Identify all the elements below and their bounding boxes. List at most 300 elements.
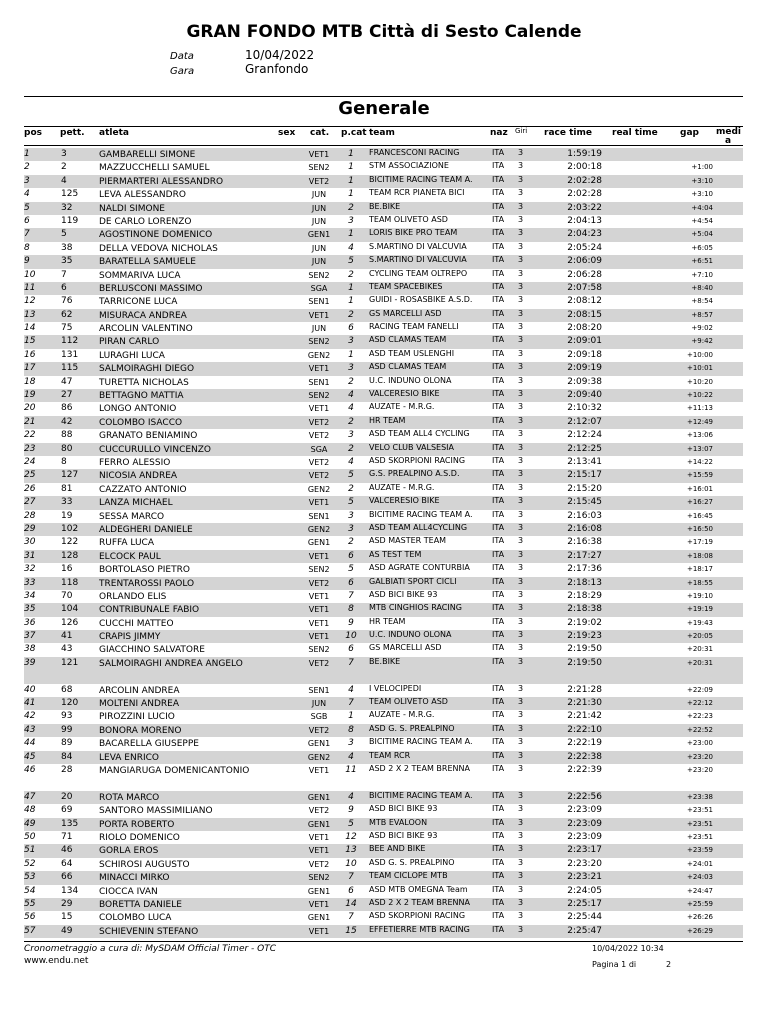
row-gap: +8:40 xyxy=(691,283,713,292)
row-race-time: 2:19:23 xyxy=(567,631,602,642)
row-race-time: 2:19:50 xyxy=(567,644,602,655)
row-laps: 3 xyxy=(518,589,524,599)
row-pos: 9 xyxy=(24,256,30,267)
col-pos: pos xyxy=(24,128,42,138)
row-team: VALCERESIO BIKE xyxy=(369,496,440,506)
row-category: SEN1 xyxy=(308,685,330,695)
row-laps: 3 xyxy=(518,844,524,854)
row-pos: 38 xyxy=(24,644,36,655)
row-athlete: LONGO ANTONIO xyxy=(99,404,177,415)
row-pos: 46 xyxy=(24,764,36,775)
row-athlete: GORLA EROS xyxy=(99,846,159,857)
race-label: Gara xyxy=(170,66,195,77)
row-category: VET1 xyxy=(308,632,330,642)
row-laps: 3 xyxy=(518,750,524,760)
row-nation: ITA xyxy=(492,804,505,814)
col-pett: pett. xyxy=(60,128,85,138)
row-team: GUIDI - ROSASBIKE A.S.D. xyxy=(369,295,473,305)
row-athlete: COLOMBO ISACCO xyxy=(99,417,183,428)
row-category: VET2 xyxy=(308,578,330,588)
row-gap: +17:19 xyxy=(686,538,713,547)
row-race-time: 2:09:19 xyxy=(567,363,602,374)
row-category-position: 1 xyxy=(348,711,354,722)
row-team: GS MARCELLI ASD xyxy=(369,643,442,653)
row-category: GEN2 xyxy=(307,350,331,360)
row-category-position: 1 xyxy=(348,229,354,240)
row-bib: 120 xyxy=(61,698,79,709)
row-pos: 20 xyxy=(24,403,36,414)
row-athlete: SCHIROSI AUGUSTO xyxy=(99,859,190,870)
row-category-position: 7 xyxy=(348,872,354,883)
row-athlete: SCHIEVENIN STEFANO xyxy=(99,926,199,937)
website: www.endu.net xyxy=(24,956,89,966)
row-athlete: RIOLO DOMENICO xyxy=(99,832,180,843)
row-category-position: 1 xyxy=(348,349,354,360)
row-bib: 131 xyxy=(61,349,79,360)
row-bib: 135 xyxy=(61,818,79,829)
row-race-time: 2:17:36 xyxy=(567,564,602,575)
row-laps: 3 xyxy=(518,174,524,184)
row-pos: 54 xyxy=(24,885,36,896)
row-gap: +19:19 xyxy=(686,605,713,614)
row-team: AUZATE - M.R.G. xyxy=(369,402,435,412)
row-athlete: LEVA ALESSANDRO xyxy=(99,190,186,201)
row-pos: 30 xyxy=(24,537,36,548)
row-gap: +4:54 xyxy=(691,216,713,225)
row-nation: ITA xyxy=(492,830,505,840)
row-race-time: 2:09:38 xyxy=(567,376,602,387)
row-category: GEN1 xyxy=(307,739,331,749)
row-laps: 3 xyxy=(518,871,524,881)
row-category: GEN1 xyxy=(307,819,331,829)
row-nation: ITA xyxy=(492,148,505,157)
row-race-time: 2:08:20 xyxy=(567,323,602,334)
row-laps: 3 xyxy=(518,482,524,492)
row-race-time: 2:02:28 xyxy=(567,175,602,186)
row-team: ASD SKORPIONI RACING xyxy=(369,911,466,921)
row-team: ASD BICI BIKE 93 xyxy=(369,589,438,599)
row-pos: 17 xyxy=(24,363,36,374)
col-race-time: race time xyxy=(544,128,592,138)
row-bib: 71 xyxy=(61,831,73,842)
row-laps: 3 xyxy=(518,509,524,519)
row-gap: +23:51 xyxy=(686,832,713,841)
row-pos: 19 xyxy=(24,390,36,401)
row-nation: ITA xyxy=(492,857,505,867)
row-pos: 12 xyxy=(24,296,36,307)
row-laps: 3 xyxy=(518,723,524,733)
row-athlete: GIACCHINO SALVATORE xyxy=(99,645,205,656)
row-category: VET2 xyxy=(308,176,330,186)
row-category-position: 6 xyxy=(348,577,354,588)
row-category: SEN1 xyxy=(308,297,330,307)
event-title: GRAN FONDO MTB Città di Sesto Calende xyxy=(186,22,582,42)
row-gap: +25:59 xyxy=(686,899,713,908)
row-gap: +15:59 xyxy=(686,471,713,480)
row-race-time: 2:25:47 xyxy=(567,925,602,936)
row-laps: 3 xyxy=(518,281,524,291)
row-category-position: 2 xyxy=(348,309,354,320)
row-athlete: SALMOIRAGHI DIEGO xyxy=(99,364,195,375)
row-athlete: SALMOIRAGHI ANDREA ANGELO xyxy=(99,658,243,669)
row-athlete: MAZZUCCHELLI SAMUEL xyxy=(99,163,210,174)
row-team: RACING TEAM FANELLI xyxy=(369,322,459,332)
row-team: TEAM RCR PIANETA BICI xyxy=(369,188,465,198)
timing-credit: Cronometraggio a cura di: MySDAM Official Timer - OTC xyxy=(24,944,277,954)
row-team: ASD G. S. PREALPINO xyxy=(369,723,455,733)
row-athlete: RUFFA LUCA xyxy=(99,538,154,549)
row-team: HR TEAM xyxy=(369,616,406,626)
row-laps: 3 xyxy=(518,362,524,372)
row-race-time: 2:15:17 xyxy=(567,470,602,481)
row-laps: 3 xyxy=(518,402,524,412)
row-nation: ITA xyxy=(492,549,505,559)
row-bib: 104 xyxy=(61,604,79,615)
row-pos: 53 xyxy=(24,872,36,883)
row-category: SEN2 xyxy=(308,645,330,655)
col-sex: sex xyxy=(278,128,296,138)
row-category: GEN2 xyxy=(307,524,331,534)
row-nation: ITA xyxy=(492,763,505,773)
row-athlete: ARCOLIN VALENTINO xyxy=(99,324,193,335)
row-race-time: 2:13:41 xyxy=(567,456,602,467)
row-team: BE.BIKE xyxy=(369,201,401,211)
row-bib: 15 xyxy=(61,912,73,923)
row-race-time: 2:23:17 xyxy=(567,845,602,856)
row-bib: 112 xyxy=(61,336,79,347)
row-category: VET1 xyxy=(308,926,330,936)
row-team: FRANCESCONI RACING xyxy=(369,148,460,157)
row-laps: 3 xyxy=(518,348,524,358)
row-pos: 8 xyxy=(24,242,30,253)
row-category: JUN xyxy=(311,216,327,226)
row-athlete: ROTA MARCO xyxy=(99,792,160,803)
row-bib: 2 xyxy=(61,162,67,173)
row-gap: +8:54 xyxy=(691,297,713,306)
row-category: JUN xyxy=(311,257,327,267)
row-bib: 80 xyxy=(61,443,73,454)
row-category: JUN xyxy=(311,203,327,213)
row-gap: +22:23 xyxy=(686,712,713,721)
row-race-time: 2:23:09 xyxy=(567,805,602,816)
row-bib: 20 xyxy=(61,791,73,802)
row-category-position: 4 xyxy=(348,791,354,802)
row-laps: 3 xyxy=(518,335,524,345)
row-bib: 35 xyxy=(61,256,73,267)
row-gap: +13:06 xyxy=(686,431,713,440)
row-category: SEN1 xyxy=(308,511,330,521)
row-nation: ITA xyxy=(492,375,505,385)
row-pos: 14 xyxy=(24,323,36,334)
row-bib: 122 xyxy=(61,537,79,548)
row-team: TEAM OLIVETO ASD xyxy=(369,697,448,707)
date-value: 10/04/2022 xyxy=(245,48,315,62)
row-gap: +26:26 xyxy=(686,913,713,922)
row-athlete: ALDEGHERI DANIELE xyxy=(99,524,193,535)
row-athlete: PIERMARTERI ALESSANDRO xyxy=(99,176,224,187)
row-laps: 3 xyxy=(518,683,524,693)
row-category-position: 9 xyxy=(348,805,354,816)
row-team: BEE AND BIKE xyxy=(369,844,426,854)
row-nation: ITA xyxy=(492,308,505,318)
row-category-position: 2 xyxy=(348,202,354,213)
row-race-time: 2:21:42 xyxy=(567,711,602,722)
row-category: SEN2 xyxy=(308,163,330,173)
row-race-time: 2:08:12 xyxy=(567,296,602,307)
row-pos: 6 xyxy=(24,215,30,226)
row-gap: +22:52 xyxy=(686,725,713,734)
row-team: I VELOCIPEDI xyxy=(369,683,422,693)
row-nation: ITA xyxy=(492,429,505,439)
row-bib: 6 xyxy=(61,282,67,293)
row-nation: ITA xyxy=(492,536,505,546)
row-athlete: BORETTA DANIELE xyxy=(99,899,182,910)
row-pos: 51 xyxy=(24,845,36,856)
row-laps: 3 xyxy=(518,201,524,211)
row-category: VET1 xyxy=(308,310,330,320)
row-laps: 3 xyxy=(518,857,524,867)
row-category-position: 7 xyxy=(348,698,354,709)
row-category-position: 1 xyxy=(348,282,354,293)
row-nation: ITA xyxy=(492,603,505,613)
row-category-position: 5 xyxy=(348,818,354,829)
row-team: AS TEST TEM xyxy=(369,549,422,559)
row-nation: ITA xyxy=(492,174,505,184)
row-category-position: 11 xyxy=(345,764,357,775)
row-race-time: 2:23:20 xyxy=(567,858,602,869)
row-bib: 3 xyxy=(61,149,67,159)
row-race-time: 2:16:38 xyxy=(567,537,602,548)
col-cat: cat. xyxy=(310,128,330,138)
row-gap: +14:22 xyxy=(686,457,713,466)
row-bib: 49 xyxy=(61,925,73,936)
row-pos: 13 xyxy=(24,309,36,320)
col-real-time: real time xyxy=(612,128,658,138)
row-pos: 29 xyxy=(24,523,36,534)
row-pos: 44 xyxy=(24,738,36,749)
row-laps: 3 xyxy=(518,549,524,559)
row-category-position: 7 xyxy=(348,590,354,601)
row-category-position: 6 xyxy=(348,550,354,561)
row-category: SEN2 xyxy=(308,337,330,347)
row-category-position: 5 xyxy=(348,470,354,481)
row-team: BE.BIKE xyxy=(369,656,401,666)
row-athlete: ELCOCK PAUL xyxy=(99,551,161,562)
row-race-time: 2:22:10 xyxy=(567,724,602,735)
row-laps: 3 xyxy=(518,429,524,439)
row-pos: 24 xyxy=(24,456,36,467)
row-athlete: CUCCHI MATTEO xyxy=(99,618,174,629)
row-category-position: 1 xyxy=(348,162,354,173)
row-nation: ITA xyxy=(492,214,505,224)
row-category: JUN xyxy=(311,243,327,253)
row-laps: 3 xyxy=(518,643,524,653)
row-pos: 39 xyxy=(24,657,36,668)
row-pos: 16 xyxy=(24,349,36,360)
row-pos: 48 xyxy=(24,805,36,816)
row-laps: 3 xyxy=(518,455,524,465)
row-nation: ITA xyxy=(492,683,505,693)
row-athlete: BACARELLA GIUSEPPE xyxy=(99,739,199,750)
row-race-time: 2:00:18 xyxy=(567,162,602,173)
row-athlete: GRANATO BENIAMINO xyxy=(99,431,198,442)
row-race-time: 2:07:58 xyxy=(567,282,602,293)
row-athlete: MOLTENI ANDREA xyxy=(99,699,179,710)
row-nation: ITA xyxy=(492,897,505,907)
row-race-time: 2:19:50 xyxy=(567,657,602,668)
row-race-time: 2:16:08 xyxy=(567,523,602,534)
row-race-time: 2:22:56 xyxy=(567,791,602,802)
page-label: Pagina 1 di xyxy=(592,960,637,969)
row-pos: 36 xyxy=(24,617,36,628)
row-race-time: 2:25:44 xyxy=(567,912,602,923)
page-total: 2 xyxy=(666,960,672,969)
row-category-position: 1 xyxy=(348,296,354,307)
row-athlete: ARCOLIN ANDREA xyxy=(99,685,180,696)
col-team: team xyxy=(369,128,395,138)
row-athlete: NALDI SIMONE xyxy=(99,203,165,214)
row-team: ASD TEAM ALL4CYCLING xyxy=(369,522,468,532)
row-laps: 3 xyxy=(518,884,524,894)
row-pos: 5 xyxy=(24,202,30,213)
row-category-position: 4 xyxy=(348,242,354,253)
row-athlete: CRAPIS JIMMY xyxy=(99,632,161,643)
row-bib: 68 xyxy=(61,684,73,695)
row-team: MTB EVALOON xyxy=(369,817,428,827)
row-category-position: 8 xyxy=(348,724,354,735)
row-pos: 4 xyxy=(24,189,30,200)
row-pos: 52 xyxy=(24,858,36,869)
row-laps: 3 xyxy=(518,817,524,827)
row-athlete: CIOCCA IVAN xyxy=(99,886,158,897)
row-pos: 37 xyxy=(24,631,36,642)
row-category-position: 9 xyxy=(348,617,354,628)
row-category: VET2 xyxy=(308,859,330,869)
row-bib: 38 xyxy=(61,242,73,253)
row-pos: 50 xyxy=(24,831,36,842)
row-team: ASD BICI BIKE 93 xyxy=(369,830,438,840)
row-nation: ITA xyxy=(492,737,505,747)
row-gap: +23:00 xyxy=(686,739,713,748)
row-athlete: BONORA MORENO xyxy=(99,725,182,736)
row-race-time: 2:10:32 xyxy=(567,403,602,414)
row-pos: 55 xyxy=(24,898,36,909)
row-bib: 115 xyxy=(61,363,79,374)
row-nation: ITA xyxy=(492,161,505,171)
row-bib: 66 xyxy=(61,872,73,883)
table-row xyxy=(24,764,743,791)
row-category-position: 3 xyxy=(348,215,354,226)
row-athlete: GAMBARELLI SIMONE xyxy=(99,150,196,160)
row-laps: 3 xyxy=(518,322,524,332)
row-race-time: 2:17:27 xyxy=(567,550,602,561)
row-gap: +10:00 xyxy=(686,350,713,359)
row-category-position: 6 xyxy=(348,885,354,896)
row-laps: 3 xyxy=(518,228,524,238)
row-bib: 16 xyxy=(61,564,73,575)
row-gap: +24:03 xyxy=(686,873,713,882)
row-pos: 21 xyxy=(24,416,36,427)
row-gap: +1:00 xyxy=(691,163,713,172)
row-team: U.C. INDUNO OLONA xyxy=(369,375,452,385)
row-category-position: 10 xyxy=(345,858,357,869)
row-bib: 86 xyxy=(61,403,73,414)
row-category-position: 15 xyxy=(345,925,357,936)
row-gap: +9:02 xyxy=(691,324,713,333)
row-athlete: LEVA ENRICO xyxy=(99,752,159,763)
row-gap: +6:51 xyxy=(691,257,713,266)
row-laps: 3 xyxy=(518,630,524,640)
row-nation: ITA xyxy=(492,201,505,211)
row-gap: +3:10 xyxy=(691,190,713,199)
row-nation: ITA xyxy=(492,415,505,425)
row-nation: ITA xyxy=(492,589,505,599)
row-race-time: 2:04:13 xyxy=(567,215,602,226)
row-gap: +16:01 xyxy=(686,484,713,493)
row-nation: ITA xyxy=(492,442,505,452)
row-team: G.S. PREALPINO A.S.D. xyxy=(369,469,460,479)
row-category-position: 4 xyxy=(348,751,354,762)
row-category-position: 5 xyxy=(348,256,354,267)
row-bib: 32 xyxy=(61,202,73,213)
row-team: VALCERESIO BIKE xyxy=(369,389,440,399)
row-race-time: 2:23:21 xyxy=(567,872,602,883)
row-laps: 3 xyxy=(518,763,524,773)
row-athlete: SESSA MARCO xyxy=(99,511,165,522)
row-laps: 3 xyxy=(518,804,524,814)
footer-divider xyxy=(24,941,743,942)
row-nation: ITA xyxy=(492,188,505,198)
top-divider xyxy=(24,96,743,97)
row-nation: ITA xyxy=(492,228,505,238)
col-pcat: p.cat xyxy=(341,128,367,138)
row-race-time: 2:18:38 xyxy=(567,604,602,615)
row-laps: 3 xyxy=(518,576,524,586)
row-category: VET1 xyxy=(308,591,330,601)
row-race-time: 2:09:40 xyxy=(567,390,602,401)
row-team: AUZATE - M.R.G. xyxy=(369,482,435,492)
row-laps: 3 xyxy=(518,308,524,318)
section-title: Generale xyxy=(338,98,430,119)
row-pos: 45 xyxy=(24,751,36,762)
row-pos: 57 xyxy=(24,925,36,936)
row-team: BICITIME RACING TEAM A. xyxy=(369,790,473,800)
row-race-time: 2:22:38 xyxy=(567,751,602,762)
row-category-position: 6 xyxy=(348,644,354,655)
row-laps: 3 xyxy=(518,737,524,747)
row-pos: 33 xyxy=(24,577,36,588)
row-gap: +9:42 xyxy=(691,337,713,346)
row-bib: 43 xyxy=(61,644,73,655)
row-laps: 3 xyxy=(518,911,524,921)
row-category-position: 10 xyxy=(345,631,357,642)
row-gap: +11:13 xyxy=(686,404,713,413)
row-nation: ITA xyxy=(492,335,505,345)
row-laps: 3 xyxy=(518,214,524,224)
printed-timestamp: 10/04/2022 10:34 xyxy=(592,944,664,953)
row-pos: 7 xyxy=(24,229,30,240)
row-category-position: 14 xyxy=(345,898,357,909)
row-team: VELO CLUB VALSESIA xyxy=(369,442,455,452)
row-athlete: COLOMBO LUCA xyxy=(99,913,172,924)
row-category-position: 2 xyxy=(348,483,354,494)
row-category: VET1 xyxy=(308,551,330,561)
row-category-position: 3 xyxy=(348,510,354,521)
row-bib: 76 xyxy=(61,296,73,307)
row-pos: 2 xyxy=(24,162,30,173)
row-bib: 128 xyxy=(61,550,79,561)
row-athlete: ORLANDO ELIS xyxy=(99,591,167,602)
